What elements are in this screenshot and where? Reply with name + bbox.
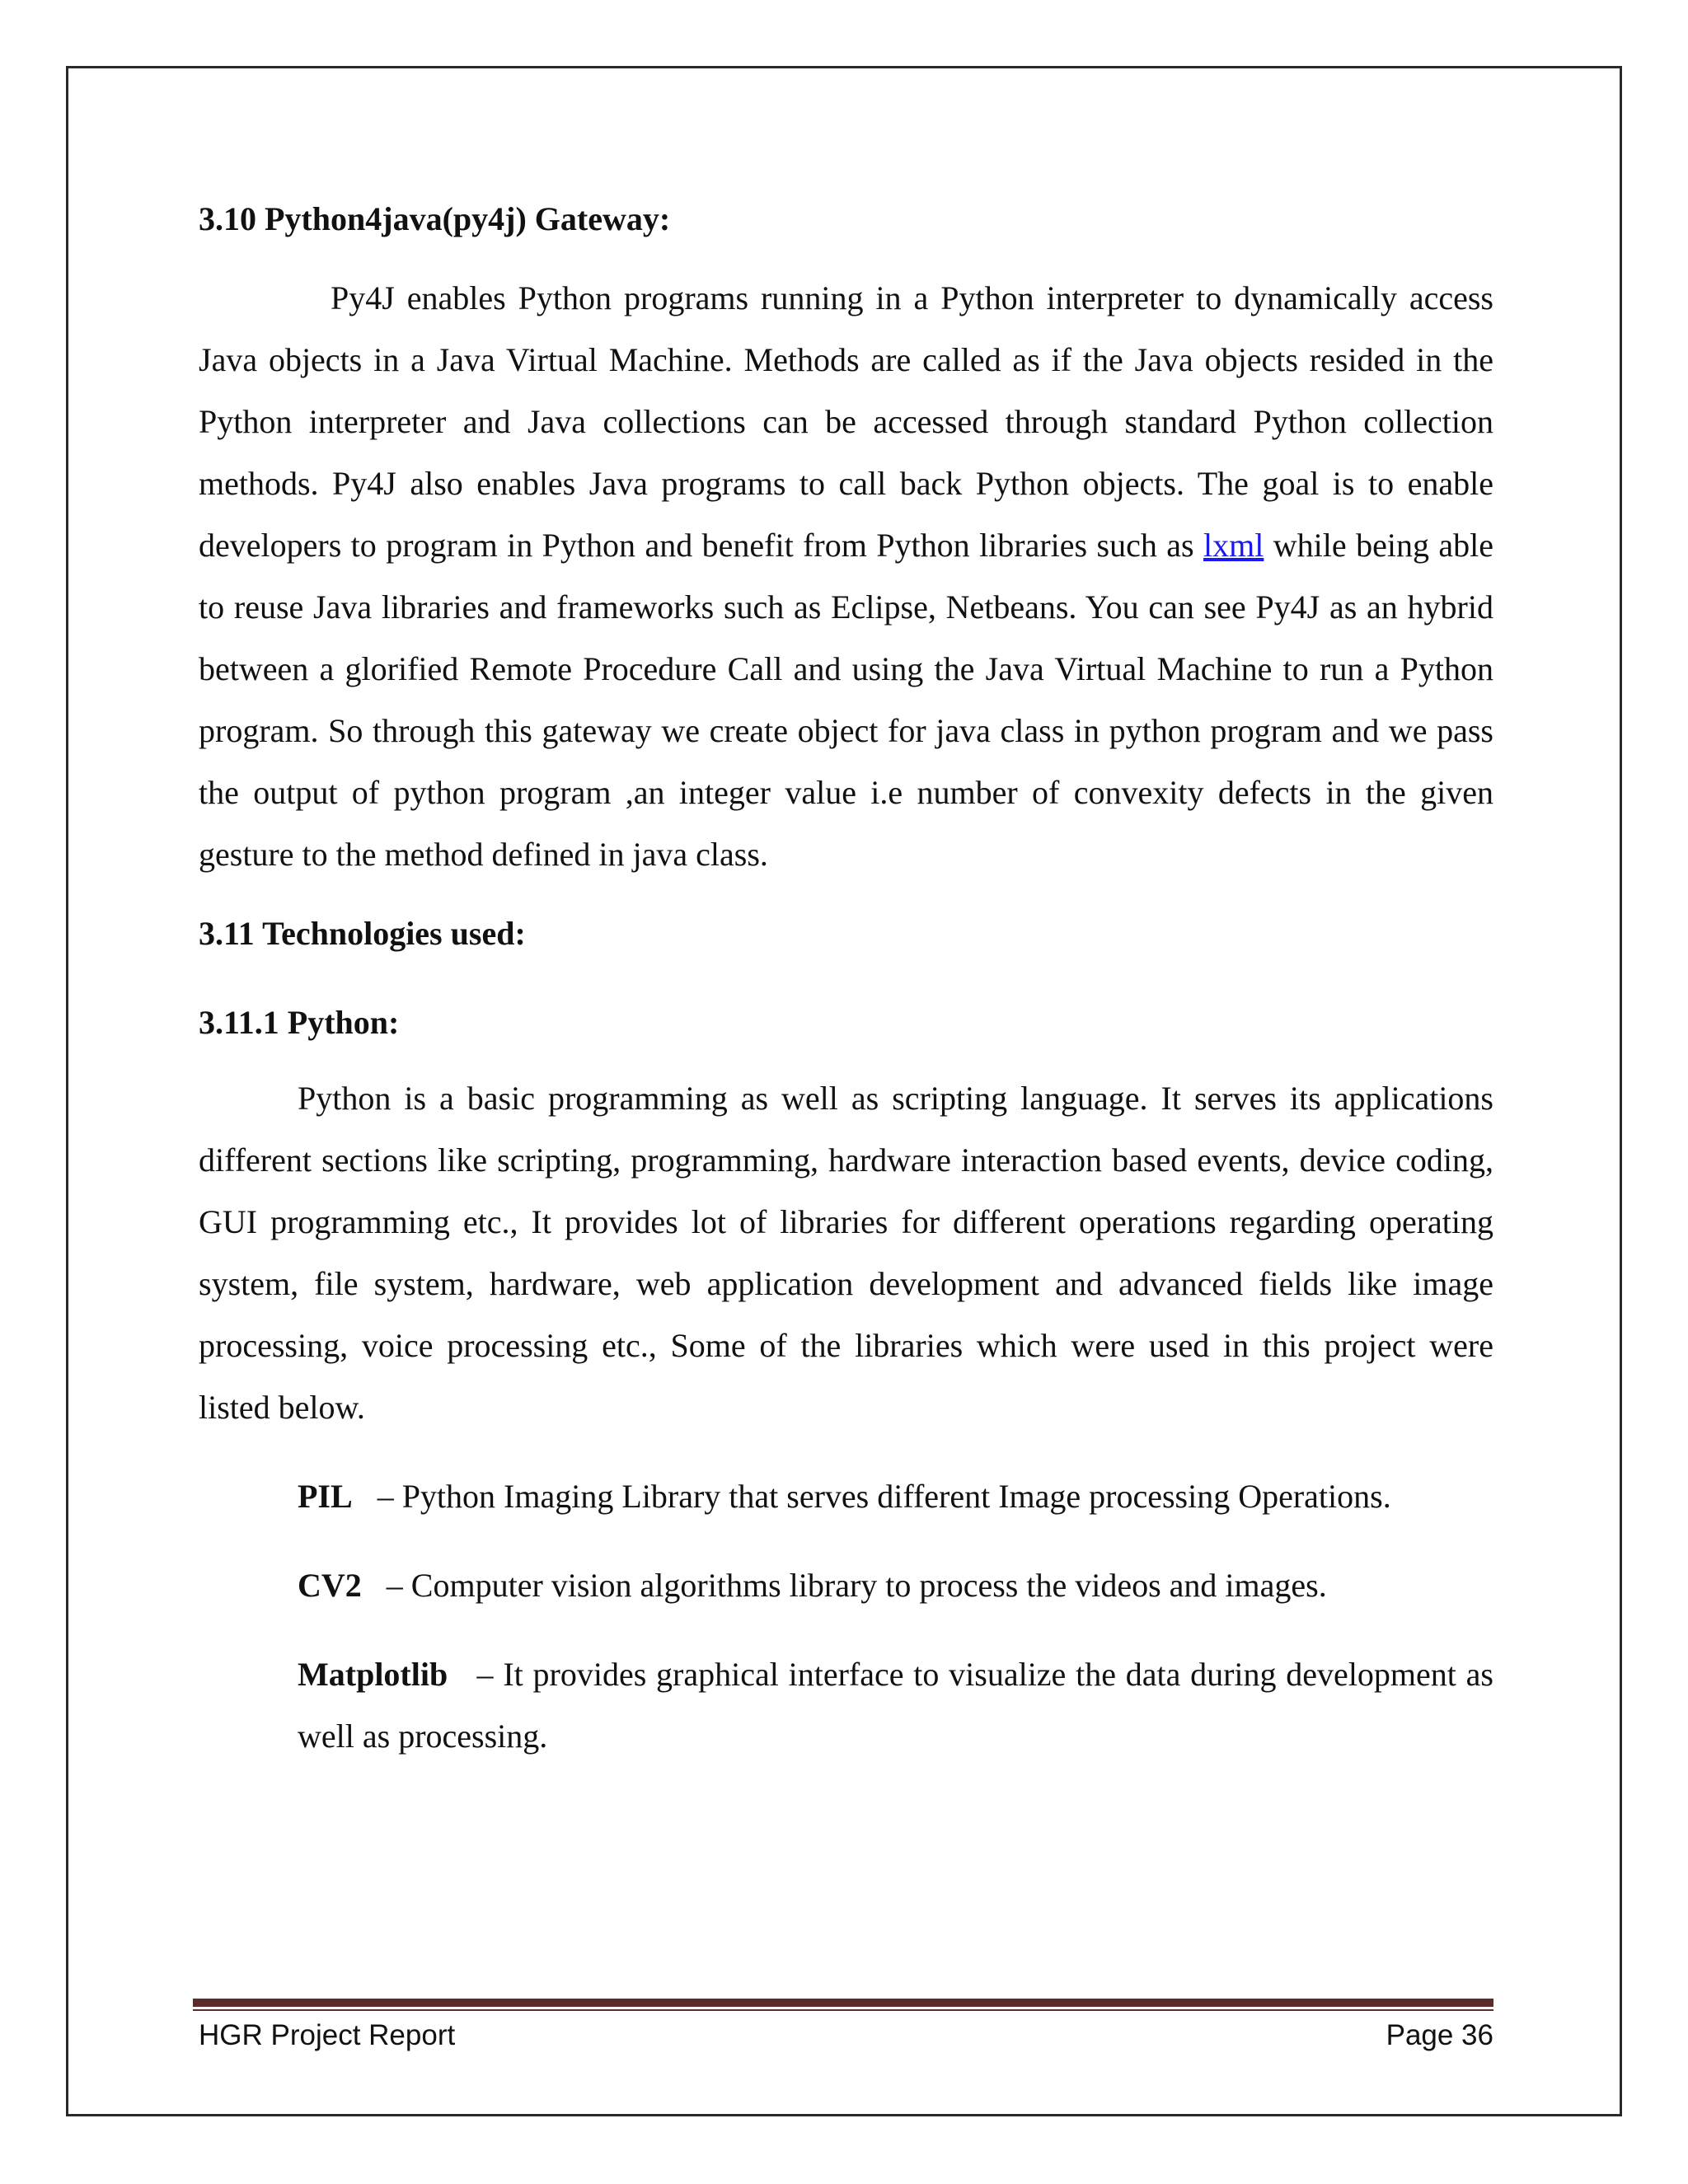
library-name: PIL: [298, 1478, 353, 1515]
footer-rule: [193, 1999, 1493, 2011]
footer-page-number: Page 36: [1386, 2019, 1493, 2051]
library-description: Python Imaging Library that serves different Image processing Operations.: [401, 1478, 1391, 1515]
library-name: CV2: [298, 1567, 362, 1604]
python-heading: 3.11.1 Python:: [199, 1004, 400, 1041]
library-item-cv2: CV2 – Computer vision algorithms library to process the videos and images.: [298, 1567, 1327, 1604]
gateway-text-part-1: Py4J enables Python programs running in a Python interpreter to dynamically access Java objects in a Java Virtual Machine. Methods are called as if the Java objects resided in the Python interpreter and Java collections can be accessed through standard Python collection methods. Py4J also enables Java programs to call back Python objects. The goal is to enable developers to program in Python and benefit from Python libraries such as: [199, 279, 1493, 564]
footer-rule-thick: [193, 1999, 1493, 2007]
lxml-link[interactable]: lxml: [1203, 527, 1264, 564]
footer-report-title: HGR Project Report: [199, 2019, 456, 2051]
gateway-heading: 3.10 Python4java(py4j) Gateway:: [199, 200, 671, 237]
python-paragraph: Python is a basic programming as well as scripting language. It serves its applications different sections like scripting, programming, hardware interaction based events, device coding, GUI programming etc., It provides lot of libraries for different operations regarding operating system, file system, hardware, web application development and advanced fields like image processing, voice processing etc., Some of the libraries which were used in this project were listed below.: [199, 1080, 1493, 1426]
library-name: Matplotlib: [298, 1656, 448, 1693]
library-item-matplotlib: Matplotlib – It provides graphical interface to visualize the data during development as well as processing.: [298, 1656, 1493, 1755]
library-item-pil: PIL – Python Imaging Library that serves different Image processing Operations.: [298, 1478, 1391, 1515]
technologies-heading: 3.11 Technologies used:: [199, 915, 526, 952]
gateway-text-part-2: while being able to reuse Java libraries and frameworks such as Eclipse, Netbeans. You can see Py4J as an hybrid between a glorified Remote Procedure Call and using the Java Virtual Machine to run a Python program. So through this gateway we create object for java class in python program and we pass the output of python program ,an integer value i.e number of convexity defects in the given gesture to the method defined in java class.: [199, 527, 1493, 873]
gateway-paragraph: [199, 267, 1493, 885]
library-description: It provides graphical interface to visualize the data during development as well as processing.: [298, 1656, 1493, 1755]
library-description: Computer vision algorithms library to process the videos and images.: [410, 1567, 1327, 1604]
page-content: [199, 198, 1493, 1767]
page-footer: [199, 2011, 1493, 2060]
